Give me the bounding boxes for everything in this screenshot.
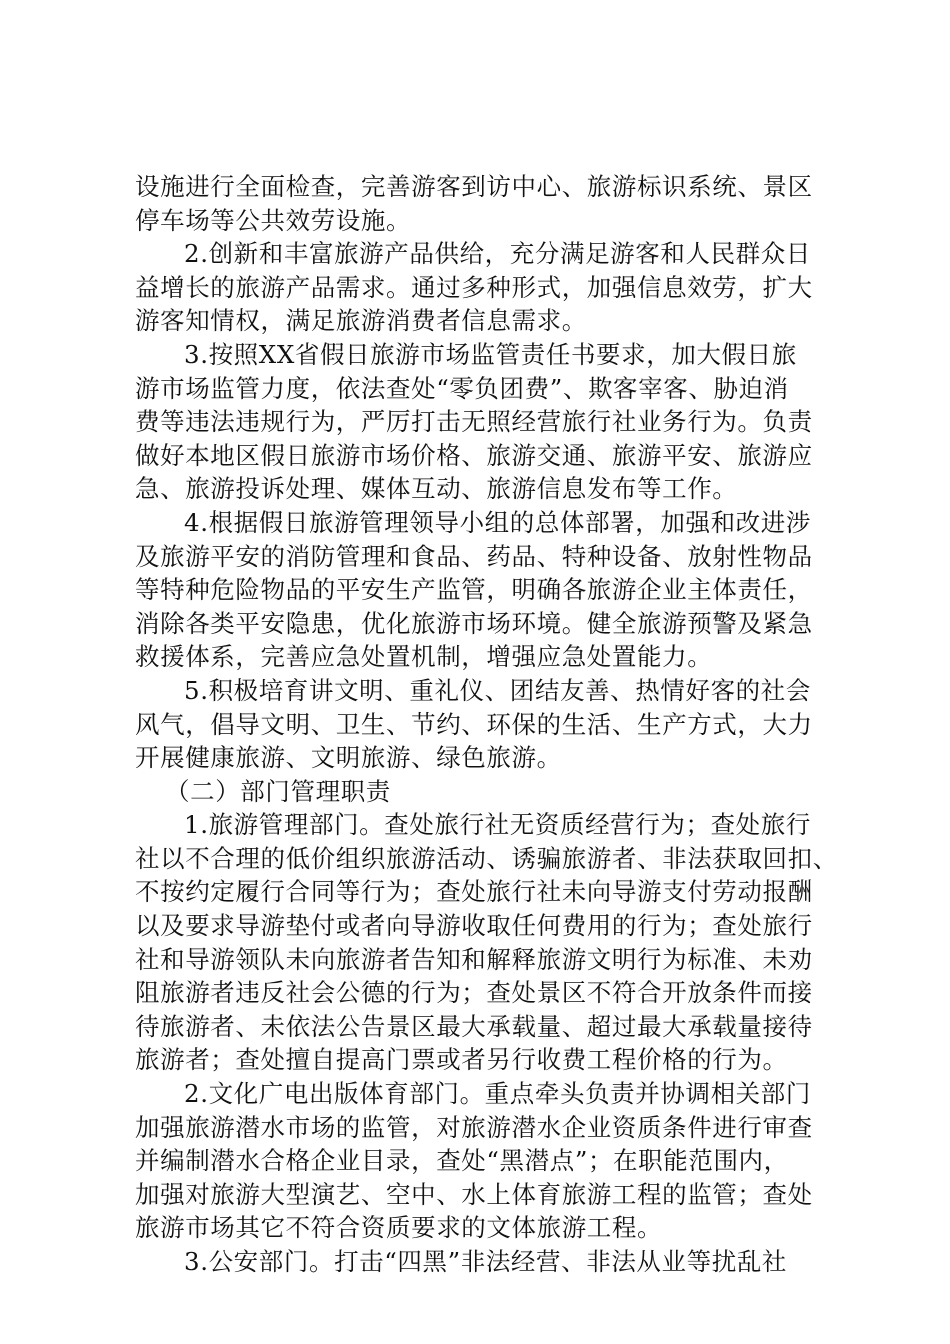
text-line: 加强旅游潜水市场的监管，对旅游潜水企业资质条件进行审查 xyxy=(135,1112,813,1142)
text-line: 社以不合理的低价组织旅游活动、诱骗旅游者、非法获取回扣、 xyxy=(135,843,838,873)
text-line: 社和导游领队未向旅游者告知和解释旅游文明行为标准、未劝 xyxy=(135,944,813,974)
text-line: 旅游者；查处擅自提高门票或者另行收费工程价格的行为。 xyxy=(135,1045,788,1075)
text-line: 阻旅游者违反社会公德的行为；查处景区不符合开放条件而接 xyxy=(135,978,813,1008)
text-line: 益增长的旅游产品需求。通过多种形式，加强信息效劳，扩大 xyxy=(135,272,813,302)
text-line: 游客知情权，满足旅游消费者信息需求。 xyxy=(135,306,587,336)
section-heading-text: （二）部门管理职责 xyxy=(165,776,391,806)
text-line: 1.旅游管理部门。查处旅行社无资质经营行为；查处旅行 xyxy=(184,810,811,840)
text-line: 待旅游者、未依法公告景区最大承载量、超过最大承载量接待 xyxy=(135,1011,813,1041)
paragraph-dept-3 xyxy=(135,1245,825,1279)
text-line: 不按约定履行合同等行为；查处旅行社未向导游支付劳动报酬 xyxy=(135,877,813,907)
text-line: 3.按照XX省假日旅游市场监管责任书要求，加大假日旅 xyxy=(184,339,797,369)
document-body xyxy=(135,170,838,1279)
text-line: 以及要求导游垫付或者向导游收取任何费用的行为；查处旅行 xyxy=(135,911,813,941)
text-line: 做好本地区假日旅游市场价格、旅游交通、旅游平安、旅游应 xyxy=(135,440,813,470)
text-line: 及旅游平安的消防管理和食品、药品、特种设备、放射性物品 xyxy=(135,541,813,571)
text-line: 并编制潜水合格企业目录，查处“黑潜点”；在职能范围内， xyxy=(135,1146,789,1176)
paragraph-continuation xyxy=(135,170,825,237)
paragraph-item-4 xyxy=(135,506,825,674)
text-line: 风气，倡导文明、卫生、节约、环保的生活、生产方式，大力 xyxy=(135,709,813,739)
text-line: 急、旅游投诉处理、媒体互动、旅游信息发布等工作。 xyxy=(135,474,738,504)
text-line: 消除各类平安隐患，优化旅游市场环境。健全旅游预警及紧急 xyxy=(135,608,813,638)
text-line: 设施进行全面检查，完善游客到访中心、旅游标识系统、景区 xyxy=(135,172,813,201)
text-line: 停车场等公共效劳设施。 xyxy=(135,205,412,235)
paragraph-item-3 xyxy=(135,338,825,506)
text-line: 2.文化广电出版体育部门。重点牵头负责并协调相关部门 xyxy=(184,1079,811,1109)
text-line: 5.积极培育讲文明、重礼仪、团结友善、热情好客的社会 xyxy=(184,675,811,705)
paragraph-dept-1 xyxy=(135,808,838,1077)
paragraph-item-2 xyxy=(135,237,825,338)
text-line: 加强对旅游大型演艺、空中、水上体育旅游工程的监管；查处 xyxy=(135,1179,813,1209)
text-line: 游市场监管力度，依法查处“零负团费”、欺客宰客、胁迫消 xyxy=(135,373,789,403)
paragraph-dept-2 xyxy=(135,1077,825,1245)
text-line: 3.公安部门。打击“四黑”非法经营、非法从业等扰乱社 xyxy=(184,1247,788,1276)
text-line: 救援体系，完善应急处置机制，增强应急处置能力。 xyxy=(135,642,713,672)
text-line: 费等违法违规行为，严厉打击无照经营旅行社业务行为。负责 xyxy=(135,407,813,437)
text-line: 2.创新和丰富旅游产品供给，充分满足游客和人民群众日 xyxy=(184,239,811,269)
text-line: 开展健康旅游、文明旅游、绿色旅游。 xyxy=(135,743,562,773)
section-heading xyxy=(135,775,825,809)
text-line: 4.根据假日旅游管理领导小组的总体部署，加强和改进涉 xyxy=(184,507,811,537)
text-line: 等特种危险物品的平安生产监管，明确各旅游企业主体责任， xyxy=(135,575,813,605)
text-line: 旅游市场其它不符合资质要求的文体旅游工程。 xyxy=(135,1213,663,1243)
paragraph-item-5 xyxy=(135,674,825,775)
